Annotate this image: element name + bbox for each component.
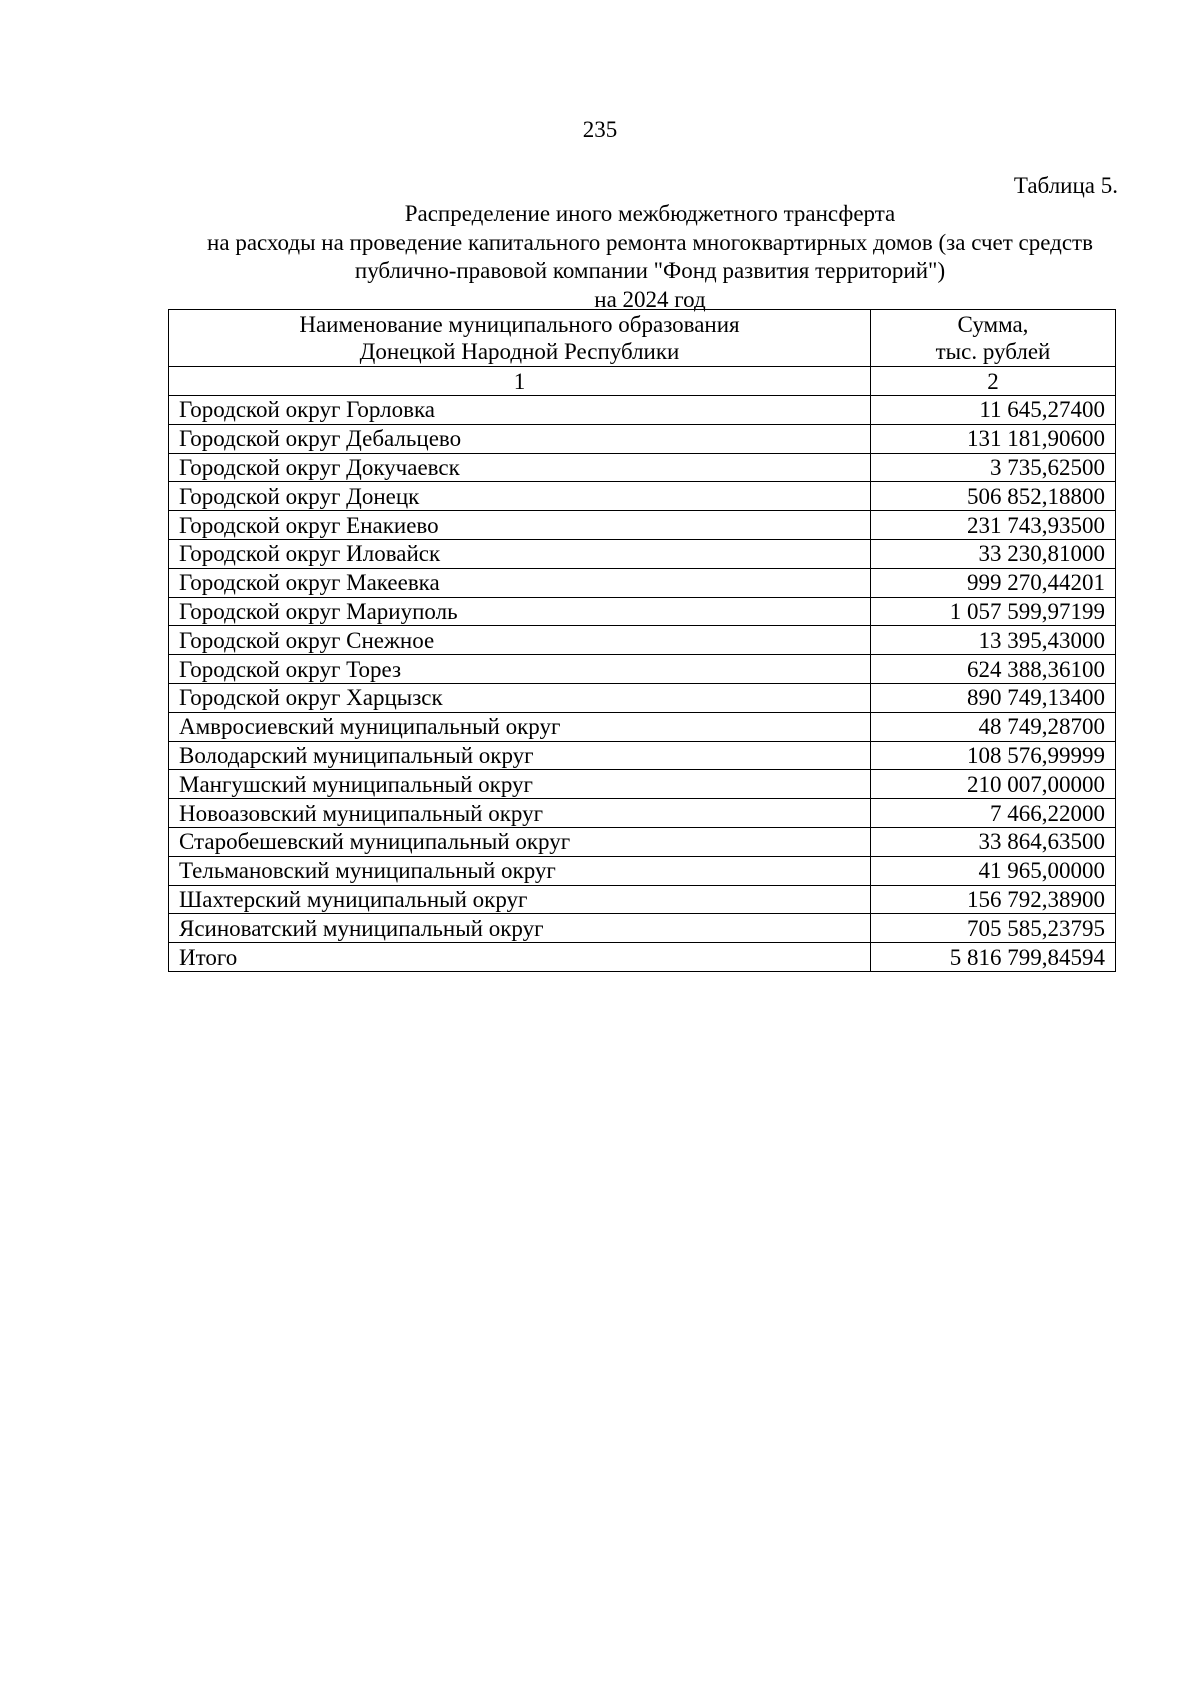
table-row bbox=[169, 885, 1116, 914]
municipality-name: Новоазовский муниципальный округ bbox=[169, 799, 871, 828]
municipality-name: Амвросиевский муниципальный округ bbox=[169, 712, 871, 741]
amount-value: 210 007,00000 bbox=[871, 770, 1116, 799]
amount-value: 999 270,44201 bbox=[871, 568, 1116, 597]
amount-value: 890 749,13400 bbox=[871, 683, 1116, 712]
municipality-name: Городской округ Харцызск bbox=[169, 683, 871, 712]
table-row bbox=[169, 827, 1116, 856]
municipality-name: Мангушский муниципальный округ bbox=[169, 770, 871, 799]
amount-value: 48 749,28700 bbox=[871, 712, 1116, 741]
table-row bbox=[169, 453, 1116, 482]
table-row bbox=[169, 482, 1116, 511]
total-row bbox=[169, 943, 1116, 972]
column-number-row bbox=[169, 367, 1116, 396]
amount-value: 7 466,22000 bbox=[871, 799, 1116, 828]
municipality-name: Городской округ Енакиево bbox=[169, 511, 871, 540]
table-row bbox=[169, 424, 1116, 453]
amount-value: 108 576,99999 bbox=[871, 741, 1116, 770]
header-name-cell bbox=[169, 310, 871, 367]
table-row bbox=[169, 856, 1116, 885]
title-line-1: Распределение иного межбюджетного трансферта bbox=[404, 201, 896, 226]
table-row bbox=[169, 799, 1116, 828]
amount-value: 3 735,62500 bbox=[871, 453, 1116, 482]
municipality-name: Городской округ Макеевка bbox=[169, 568, 871, 597]
table-row bbox=[169, 683, 1116, 712]
amount-value: 705 585,23795 bbox=[871, 914, 1116, 943]
table-row bbox=[169, 568, 1116, 597]
municipality-name: Городской округ Горловка bbox=[169, 396, 871, 425]
municipality-name: Городской округ Донецк bbox=[169, 482, 871, 511]
amount-value: 11 645,27400 bbox=[871, 396, 1116, 425]
header-sum-line-1: Сумма, bbox=[957, 312, 1029, 337]
header-sum-line-2: тыс. рублей bbox=[935, 339, 1051, 364]
municipality-name: Городской округ Докучаевск bbox=[169, 453, 871, 482]
municipality-name: Володарский муниципальный округ bbox=[169, 741, 871, 770]
amount-value: 13 395,43000 bbox=[871, 626, 1116, 655]
municipality-name: Городской округ Мариуполь bbox=[169, 597, 871, 626]
municipality-name: Городской округ Снежное bbox=[169, 626, 871, 655]
header-sum-cell bbox=[871, 310, 1116, 367]
title-line-2: на расходы на проведение капитального ремонта многоквартирных домов (за счет средств bbox=[207, 229, 1093, 255]
table-label: Таблица 5. bbox=[1013, 173, 1118, 198]
municipality-name: Тельмановский муниципальный округ bbox=[169, 856, 871, 885]
table-row bbox=[169, 770, 1116, 799]
total-value: 5 816 799,84594 bbox=[871, 943, 1116, 972]
header-name-line-1: Наименование муниципального образования bbox=[299, 312, 740, 337]
amount-value: 33 230,81000 bbox=[871, 539, 1116, 568]
table-row bbox=[169, 712, 1116, 741]
amount-value: 506 852,18800 bbox=[871, 482, 1116, 511]
title-line-4: на 2024 год bbox=[594, 286, 706, 312]
municipality-name: Ясиноватский муниципальный округ bbox=[169, 914, 871, 943]
municipality-name: Шахтерский муниципальный округ bbox=[169, 885, 871, 914]
table-header-row bbox=[169, 310, 1116, 367]
table-row bbox=[169, 626, 1116, 655]
amount-value: 1 057 599,97199 bbox=[871, 597, 1116, 626]
table-title bbox=[150, 200, 1150, 314]
municipality-name: Городской округ Дебальцево bbox=[169, 424, 871, 453]
column-number-1: 1 bbox=[169, 367, 871, 396]
amount-value: 41 965,00000 bbox=[871, 856, 1116, 885]
amount-value: 231 743,93500 bbox=[871, 511, 1116, 540]
municipality-name: Городской округ Торез bbox=[169, 655, 871, 684]
total-label: Итого bbox=[169, 943, 871, 972]
municipality-name: Старобешевский муниципальный округ bbox=[169, 827, 871, 856]
amount-value: 156 792,38900 bbox=[871, 885, 1116, 914]
municipality-name: Городской округ Иловайск bbox=[169, 539, 871, 568]
table-row bbox=[169, 655, 1116, 684]
column-number-2: 2 bbox=[871, 367, 1116, 396]
transfer-distribution-table bbox=[168, 309, 1116, 972]
table-row bbox=[169, 396, 1116, 425]
header-name-line-2: Донецкой Народной Республики bbox=[359, 339, 680, 364]
table-row bbox=[169, 597, 1116, 626]
table-row bbox=[169, 914, 1116, 943]
amount-value: 33 864,63500 bbox=[871, 827, 1116, 856]
title-line-3: публично-правовой компании "Фонд развития территорий") bbox=[354, 258, 946, 283]
amount-value: 131 181,90600 bbox=[871, 424, 1116, 453]
amount-value: 624 388,36100 bbox=[871, 655, 1116, 684]
table-row bbox=[169, 511, 1116, 540]
page-number: 235 bbox=[582, 117, 618, 142]
table-row bbox=[169, 741, 1116, 770]
table-row bbox=[169, 539, 1116, 568]
